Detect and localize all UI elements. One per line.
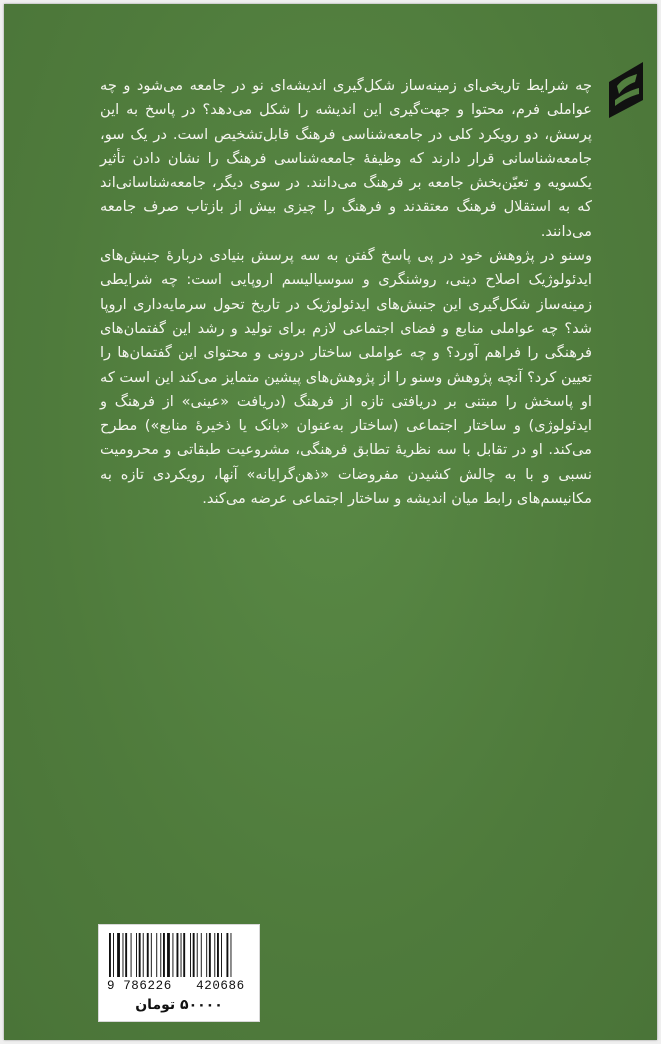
- blurb-paragraph-2: وسنو در پژوهش خود در پی پاسخ گفتن به سه پرسش بنیادی دربارهٔ جنبش‌های ایدئولوژیک اصلاح دینی، روشنگری و سوسیالیسم اروپایی است: چه شرایطی زمینه‌ساز شکل‌گیری این جنبش‌های ایدئولوژیک در تاریخ تحول سرمایه‌داری اروپا شد؟ چه عواملی منابع و فضای اجتماعی لازم برای تولید و رشد این گفتمان‌های فرهنگی را فراهم آورد؟ و چه عواملی ساختار درونی و محتوای این گفتمان‌ها را تعیین کرد؟ آنچه پژوهش وسنو را از پژوهش‌های پیشین متمایز می‌کند این است که او پاسخش را مبتنی بر دریافتی تازه از فرهنگ (دریافت «عینی» از فرهنگ و ایدئولوژی) و ساختار اجتماعی (ساختار به‌عنوان «بانک یا ذخیرهٔ منابع») مطرح می‌کند. او در تقابل با سه نظریهٔ تطابق فرهنگی، مشروعیت طبقاتی و محرومیت نسبی و با به چالش کشیدن مفروضات «ذهن‌گرایانه» آنها، رویکردی تازه به مکانیسم‌های رابط میان اندیشه و ساختار اجتماعی عرضه می‌کند.: [100, 247, 592, 508]
- barcode-icon: [109, 933, 249, 977]
- price-label: ۵۰۰۰۰ تومان: [135, 997, 223, 1013]
- isbn-number: 9 786226 420686: [107, 979, 245, 993]
- barcode-panel: [98, 924, 260, 1022]
- back-cover-blurb: [100, 74, 592, 511]
- blurb-paragraph-1: چه شرایط تاریخی‌ای زمینه‌ساز شکل‌گیری اندیشه‌ای نو در جامعه می‌شود و چه عواملی فرم، محتوا و جهت‌گیری این اندیشه را شکل می‌دهد؟ در پاسخ به این پرسش، دو رویکرد کلی در جامعه‌شناسی فرهنگ قابل‌تشخیص است. در یک سو، جامعه‌شناسانی قرار دارند که وظیفهٔ جامعه‌شناسی فرهنگ را نشان دادن تأثیر یکسویه و تعیّن‌بخش جامعه بر فرهنگ می‌دانند. در سوی دیگر، جامعه‌شناسانی‌اند که به استقلال فرهنگ معتقدند و فرهنگ را چیزی بیش از بازتاب صرف جامعه می‌دانند.: [100, 77, 592, 240]
- publisher-logo-icon: [605, 60, 647, 120]
- book-back-cover: [4, 4, 657, 1040]
